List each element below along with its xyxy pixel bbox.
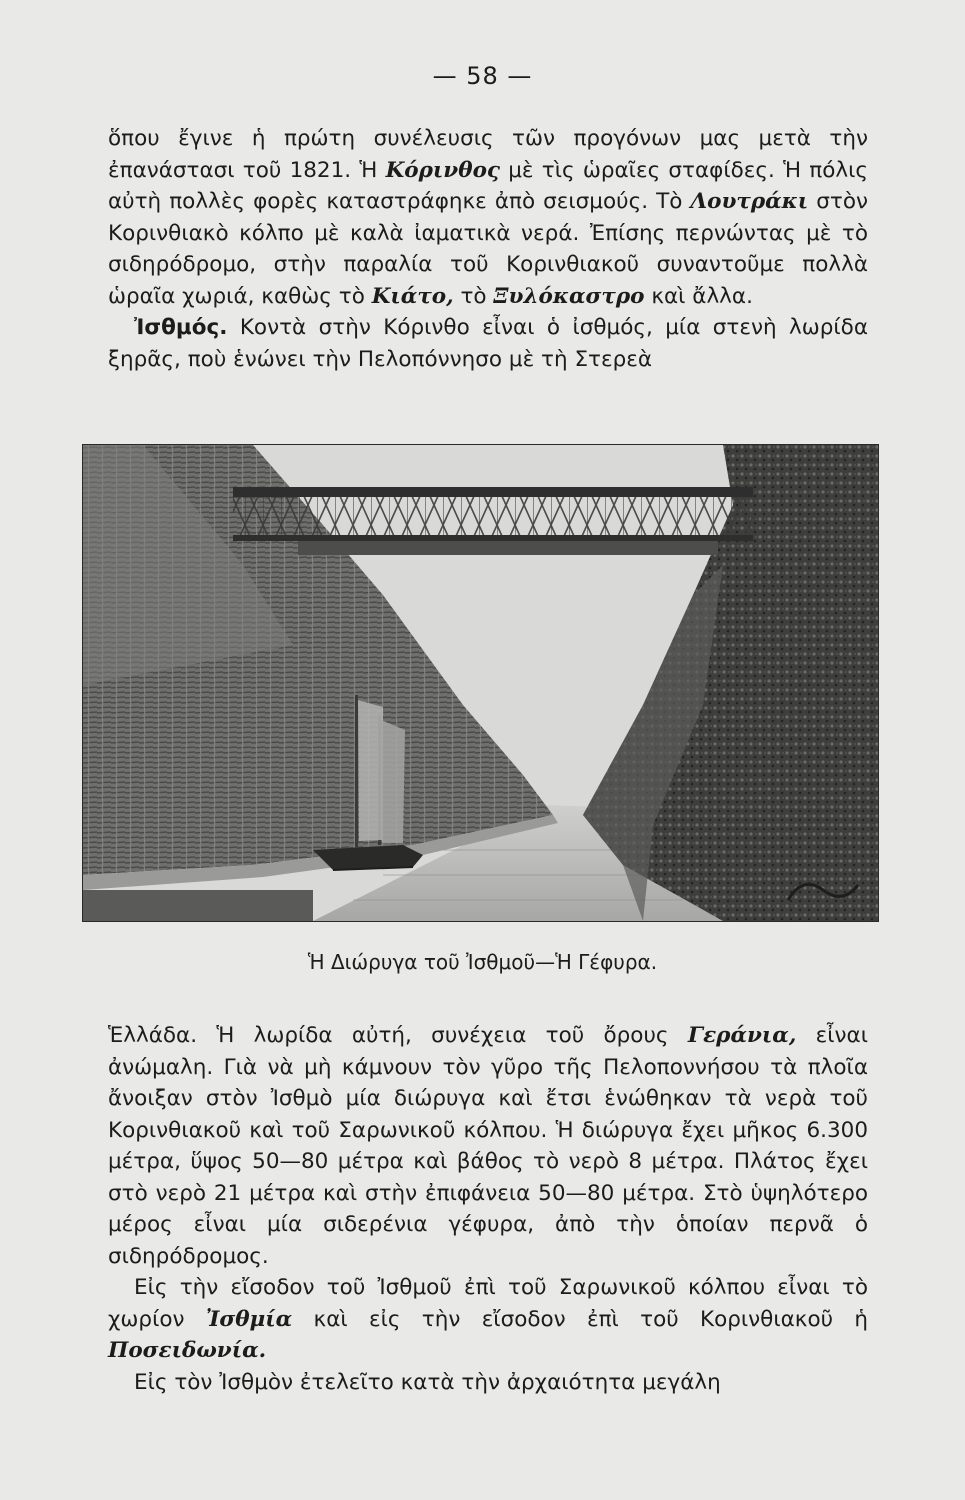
paragraph-2: Ἰσθμός. Κοντὰ στὴν Κόρινθο εἶναι ὁ ἰσθμός, μία στενὴ λωρίδα ξηρᾶς, ποὺ ἑνώνει τὴν Πελοπόννησο μὲ τὴ Στερεὰ <box>108 315 868 372</box>
page-number: — 58 — <box>432 62 533 90</box>
place-posidonia: Ποσειδωνία. <box>108 1338 267 1363</box>
canal-photo <box>82 444 879 922</box>
lower-text-block <box>108 1020 868 1398</box>
place-isthmia: Ἰσθμία <box>205 1306 293 1332</box>
upper-text-block <box>108 123 868 375</box>
paragraph-1: ὅπου ἔγινε ἡ πρώτη συνέλευσις τῶν προγόνων μας μετὰ τὴν ἐπανάστασι τοῦ 1821. Ἡ Κόρινθος μὲ τὶς ὡραῖες σταφίδες. Ἡ πόλις αὐτὴ πολλὲς φορὲς καταστράφηκε ἀπὸ σεισμούς. Τὸ Λουτράκι στὸν Κορινθιακὸ κόλπο μὲ καλὰ ἰαματικὰ νερά. Ἐπίσης περνώντας μὲ τὸ σιδηρόδρομο, στὴν παραλία τοῦ Κορινθιακοῦ συναντοῦμε πολλὰ ὡραῖα χωριά, καθὼς τὸ Κιάτο, τὸ Ξυλόκαστρο καὶ ἄλλα. <box>108 126 869 309</box>
paragraph-5: Εἰς τὸν Ἰσθμὸν ἐτελεῖτο κατὰ τὴν ἀρχαιότητα μεγάλη <box>134 1369 721 1395</box>
place-corinth: Κόρινθος <box>385 157 500 183</box>
paragraph-3: Ἑλλάδα. Ἡ λωρίδα αὐτή, συνέχεια τοῦ ὄρους Γεράνια, εἶναι ἀνώμαλη. Γιὰ νὰ μὴ κάμνουν τὸν γῦρο τῆς Πελοποννήσου τὰ πλοῖα ἄνοιξαν στὸν Ἰσθμὸ μία διώρυγα καὶ ἔτσι ἑνώθηκαν τὰ νερὰ τοῦ Κορινθιακοῦ καὶ τοῦ Σαρωνικοῦ κόλπου. Ἡ διώρυγα ἔχει μῆκος 6.300 μέτρα, ὕψος 50—80 μέτρα καὶ βάθος τὸ νερὸ 8 μέτρα. Πλάτος ἔχει στὸ νερὸ 21 μέτρα καὶ στὴν ἐπιφάνεια 50—80 μέτρα. Στὸ ὑψηλότερο μέρος εἶναι μία σιδερένια γέφυρα, ἀπὸ τὴν ὁποίαν περνᾶ ὁ σιδηρόδρομος. <box>108 1023 868 1269</box>
place-loutraki: Λουτράκι <box>690 189 809 214</box>
section-heading-isthmos: Ἰσθμός. <box>134 315 228 340</box>
paragraph-4: Εἰς τὴν εἴσοδον τοῦ Ἰσθμοῦ ἐπὶ τοῦ Σαρωνικοῦ κόλπου εἶναι τὸ χωρίον Ἰσθμία καὶ εἰς τὴν εἴσοδον ἐπὶ τοῦ Κορινθιακοῦ ἡ Ποσειδωνία. <box>108 1275 868 1363</box>
place-xylokastro: Ξυλόκαστρο <box>493 283 645 309</box>
place-gerania: Γεράνια, <box>687 1023 797 1048</box>
place-kiato: Κιάτο, <box>371 283 454 309</box>
figure-caption: Ἡ Διώρυγα τοῦ Ἰσθμοῦ—Ἡ Γέφυρα. <box>307 950 658 974</box>
